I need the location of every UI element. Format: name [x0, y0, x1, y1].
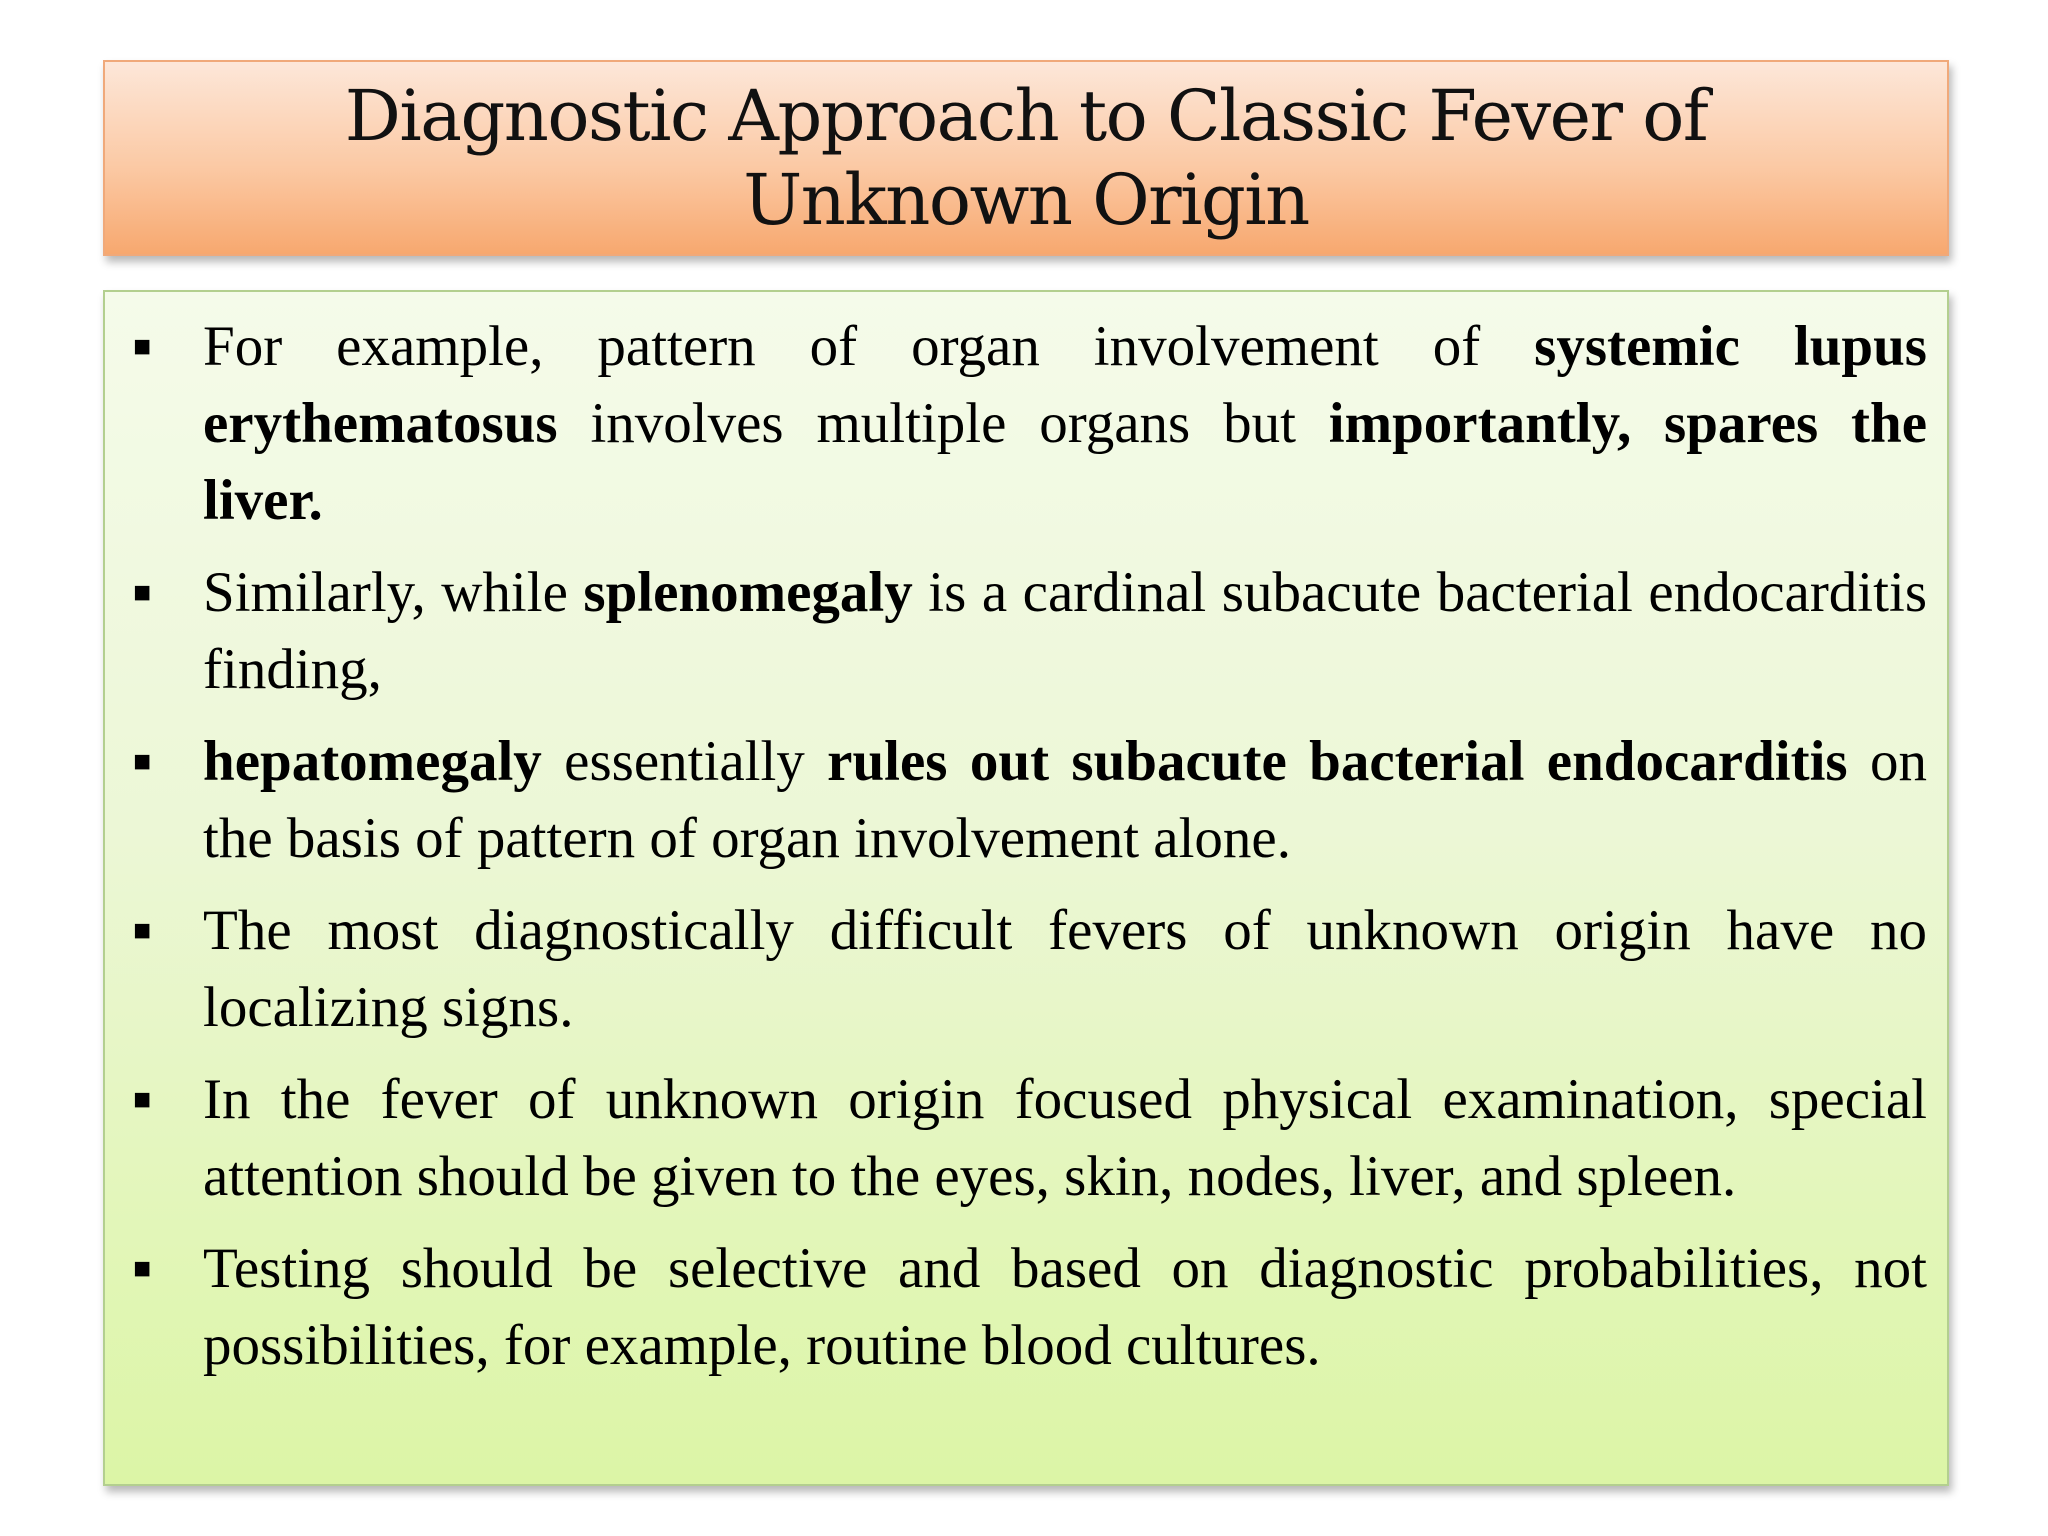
slide-content-box [103, 290, 1949, 1486]
bullet-text-segment: involves multiple organs but [557, 392, 1329, 455]
bullet-text-segment: on the basis of pattern of organ involvement alone. [203, 730, 1927, 870]
bullet-text-bold-segment: importantly, spares the liver. [203, 392, 1928, 532]
square-bullet-icon: ■ [133, 745, 152, 778]
square-bullet-icon: ■ [133, 576, 152, 609]
bullet-text-segment: In the fever of unknown origin focused physical examination, special attention should be given to the eyes, skin, nodes, liver, and spleen. [203, 1068, 1927, 1208]
slide-title-line-1: Diagnostic Approach to Classic Fever of [344, 75, 1708, 157]
bullet-item-3 [105, 723, 1947, 877]
slide-title-line-2: Unknown Origin [743, 159, 1309, 241]
bullet-text-segment: essentially [541, 730, 828, 793]
bullet-item-2 [105, 554, 1947, 708]
square-bullet-icon: ■ [133, 330, 152, 363]
square-bullet-icon: ■ [133, 914, 152, 947]
bullet-text-segment: is a cardinal subacute bacterial endocarditis finding, [203, 561, 1927, 701]
bullet-text-segment: Similarly, while [203, 561, 584, 624]
bullet-text-segment: The most diagnostically difficult fevers of unknown origin have no localizing signs. [203, 899, 1927, 1039]
slide-title-box [103, 60, 1949, 256]
bullet-text-bold-segment: rules out subacute bacterial endocarditis [827, 730, 1848, 793]
bullet-item-4 [105, 892, 1947, 1046]
bullet-item-6 [105, 1230, 1947, 1384]
bullet-text-bold-segment: systemic lupus erythematosus [203, 315, 1927, 455]
bullet-item-5 [105, 1061, 1947, 1215]
square-bullet-icon: ■ [133, 1252, 152, 1285]
bullet-text-bold-segment: splenomegaly [583, 561, 913, 624]
bullet-text-segment: Testing should be selective and based on diagnostic probabilities, not possibilities, for example, routine blood cultures. [203, 1237, 1927, 1377]
bullet-item-1 [105, 308, 1947, 539]
bullet-text-bold-segment: hepatomegaly [203, 730, 542, 793]
bullet-list [105, 308, 1947, 1399]
square-bullet-icon: ■ [133, 1083, 152, 1116]
bullet-text-segment: For example, pattern of organ involvement of [203, 315, 1535, 378]
